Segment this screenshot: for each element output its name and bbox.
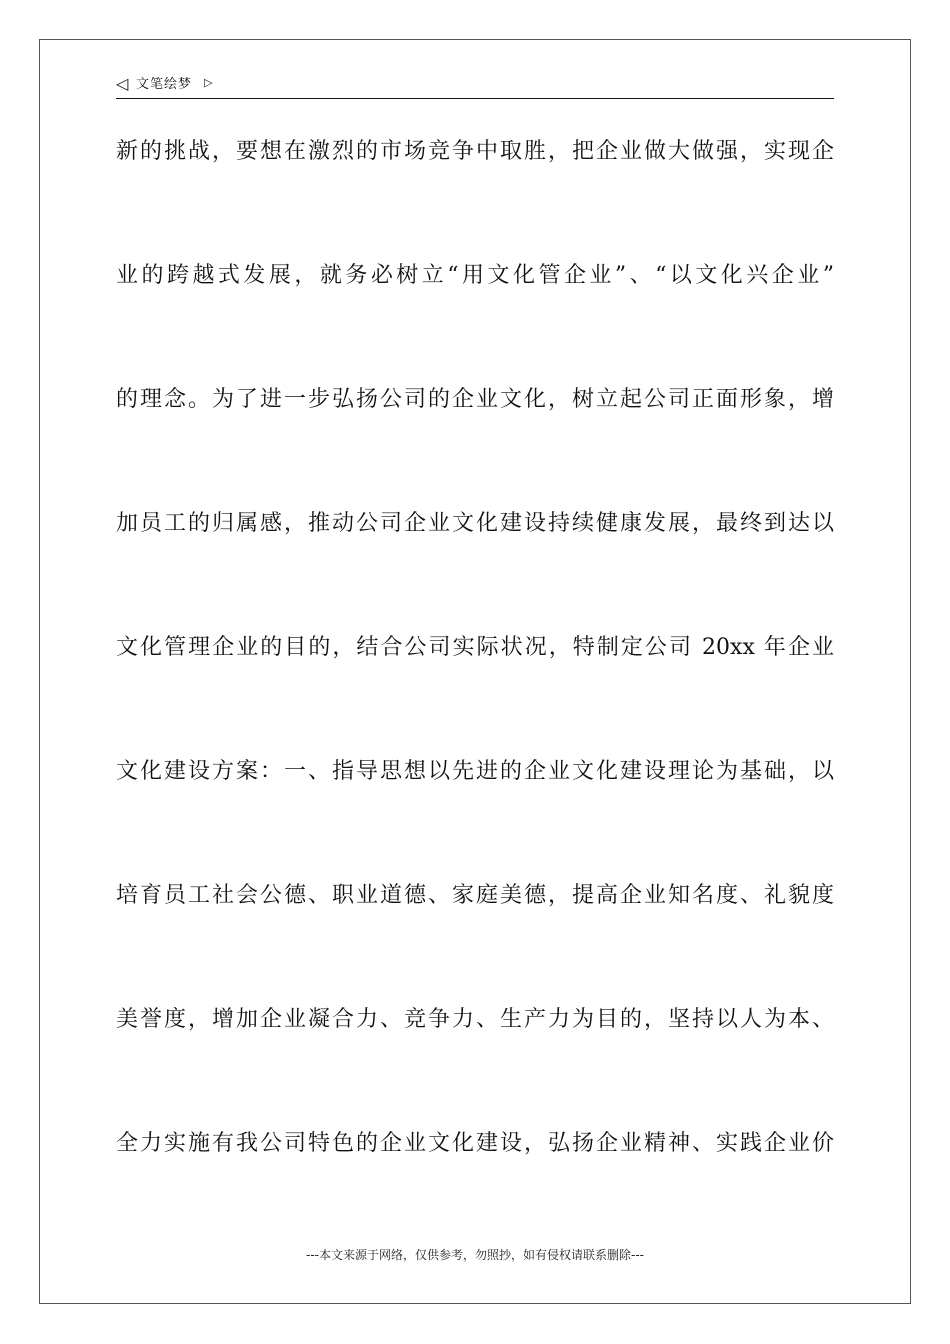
text-line: 的理念。为了进一步弘扬公司的企业文化，树立起公司正面形象，增 [116, 387, 834, 412]
left-triangle-icon: ◁ [116, 74, 129, 93]
text-line: 文化建设方案：一、指导思想以先进的企业文化建设理论为基础，以 [116, 759, 834, 784]
text-line: 新的挑战，要想在激烈的市场竞争中取胜，把企业做大做强，实现企 [116, 139, 834, 164]
text-line: 业的跨越式发展，就务必树立“用文化管企业”、“以文化兴企业” [116, 263, 834, 288]
text-line: 美誉度，增加企业凝合力、竞争力、生产力为目的，坚持以人为本、 [116, 1007, 834, 1032]
text-line: 全力实施有我公司特色的企业文化建设，弘扬企业精神、实践企业价 [116, 1131, 834, 1156]
page-frame [39, 39, 911, 1304]
footer-disclaimer: ---本文来源于网络，仅供参考，勿照抄，如有侵权请联系删除--- [306, 1248, 644, 1262]
text-line: 文化管理企业的目的，结合公司实际状况，特制定公司 20xx 年企业 [116, 635, 834, 660]
page-header [116, 74, 834, 99]
right-triangle-icon: ▷ [204, 76, 213, 89]
header-title: 文笔绘梦 [136, 77, 193, 92]
text-line: 培育员工社会公德、职业道德、家庭美德，提高企业知名度、礼貌度 [116, 883, 834, 908]
text-line: 加员工的归属感，推动公司企业文化建设持续健康发展，最终到达以 [116, 511, 834, 536]
